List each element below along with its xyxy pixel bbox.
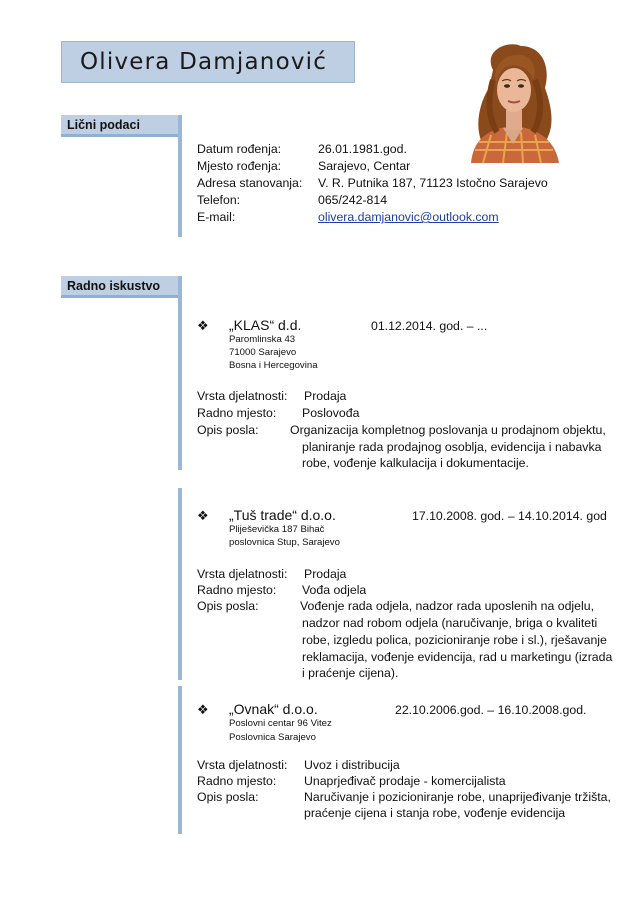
job-2-dates: 17.10.2008. god. – 14.10.2014. god [412,509,607,523]
job-3-description-label: Opis posla: [197,790,259,804]
job-2-description-label: Opis posla: [197,599,259,613]
place-value: Sarajevo, Centar [318,159,411,173]
bullet-icon: ❖ [197,702,209,717]
job-2-description-4: reklamacija, vođenje evidencija, rad u marketingu (izrada [302,650,613,664]
birth-label: Datum rođenja: [197,142,282,156]
job-1-description-label: Opis posla: [197,423,259,437]
job-1-activity-label: Vrsta djelatnosti: [197,389,288,403]
job-3-dates: 22.10.2006.god. – 16.10.2008.god. [395,703,587,717]
job-3-description-1: Naručivanje i pozicioniranje robe, unaprijeđivanje tržišta, [304,790,611,804]
job-3-address-1: Poslovni centar 96 Vitez [229,718,332,729]
address-label: Adresa stanovanja: [197,176,303,190]
job-3-activity-label: Vrsta djelatnosti: [197,758,288,772]
job-2-position-label: Radno mjesto: [197,583,277,597]
phone-value: 065/242-814 [318,193,388,207]
name-header [61,41,355,83]
job-1-address-1: Paromlinska 43 [229,334,296,345]
job-2-description-1: Vođenje rada odjela, nadzor rada uposlenih na odjelu, [300,599,594,613]
job-2-company: „Tuš trade“ d.o.o. [229,507,336,523]
job-1-activity: Prodaja [304,389,347,403]
phone-label: Telefon: [197,193,241,207]
job-1-company: „KLAS“ d.d. [229,317,302,333]
job-2-address-2: poslovnica Stup, Sarajevo [229,537,340,548]
job-1-description-1: Organizacija kompletnog poslovanja u prodajnom objektu, [290,423,606,437]
profile-photo [463,40,563,163]
section-experience-header [61,276,181,298]
job-1-address-3: Bosna i Hercegovina [229,360,318,371]
job-1-address-2: 71000 Sarajevo [229,347,297,358]
job-3-activity: Uvoz i distribucija [304,758,400,772]
job-1-position: Poslovođa [302,406,360,420]
section-experience-title: Radno iskustvo [67,279,161,293]
job-1-description-2: planiranje rada prodajnog osoblja, evidencija i nabavka [302,440,602,454]
section-personal-header [61,115,181,137]
birth-value: 26.01.1981.god. [318,142,407,156]
job-2-activity-label: Vrsta djelatnosti: [197,567,288,581]
job-2-address-1: Pliješevička 187 Bihač [229,524,325,535]
section-personal-bar [178,115,182,237]
job-1-dates: 01.12.2014. god. – ... [371,319,488,333]
job-2-description-5: i praćenje cijena). [302,666,399,680]
experience-bar-2 [178,488,182,680]
job-3-address-2: Poslovnica Sarajevo [229,732,316,743]
job-3-description-2: praćenje cijena i stanja robe, vođenje evidencija [304,806,566,820]
full-name: Olivera Damjanović [80,49,328,75]
bullet-icon: ❖ [197,318,209,333]
job-2-description-2: nadzor nad robom odjela (naručivanje, briga o kvaliteti [302,616,598,630]
job-1-description-3: robe, vođenje kalkulacija i dokumentacije. [302,456,529,470]
job-3-position: Unaprjeđivač prodaje - komercijalista [304,774,506,788]
job-1-position-label: Radno mjesto: [197,406,277,420]
job-3-position-label: Radno mjesto: [197,774,277,788]
experience-bar-1 [178,276,182,470]
job-2-position: Vođa odjela [302,583,367,597]
job-3-company: „Ovnak“ d.o.o. [229,701,318,717]
bullet-icon: ❖ [197,508,209,523]
experience-bar-3 [178,686,182,834]
email-link[interactable]: olivera.damjanovic@outlook.com [318,210,499,224]
email-label: E-mail: [197,210,236,224]
place-label: Mjesto rođenja: [197,159,282,173]
address-value: V. R. Putnika 187, 71123 Istočno Sarajevo [318,176,548,190]
job-2-activity: Prodaja [304,567,347,581]
job-2-description-3: robe, izgledu polica, pozicioniranje robe i sl.), rješavanje [302,633,607,647]
section-personal-title: Lični podaci [67,118,140,132]
